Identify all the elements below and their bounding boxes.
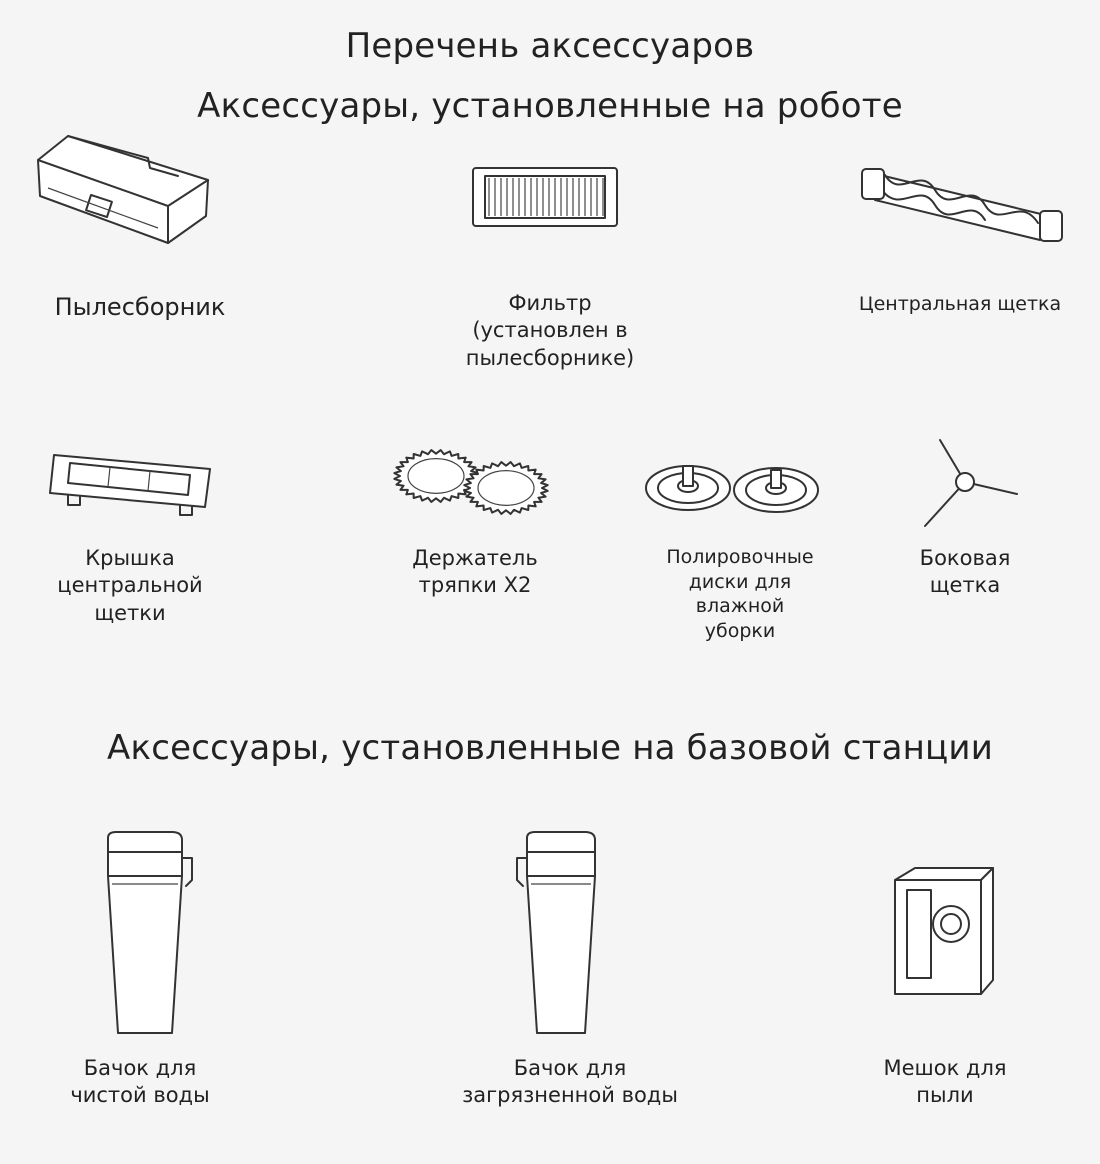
dustbin-item [28, 128, 218, 268]
clean-water-tank-icon [90, 828, 210, 1038]
mop-pads-icon [640, 450, 825, 520]
robot-section-title: Аксессуары, установленные на роботе [197, 86, 903, 126]
side-brush-label: Боковая щетка [919, 546, 1011, 598]
brush-cover-item [40, 445, 215, 525]
side-brush-icon [905, 432, 1025, 532]
brush-cover-label: Крышка центральной щетки [57, 546, 203, 625]
mop-holder-item [388, 442, 563, 522]
main-brush-label: Центральная щетка [858, 293, 1062, 315]
filter-label: Фильтр (установлен в пылесборнике) [465, 291, 635, 370]
main-brush-item [860, 145, 1070, 265]
dustbin-icon [28, 128, 218, 268]
mop-pads-label: Полировочные диски для влажной уборки [666, 546, 814, 643]
mop-pads-item [640, 450, 825, 520]
dirty-water-tank-label: Бачок для загрязненной воды [462, 1056, 678, 1108]
dirty-water-tank-icon [505, 828, 615, 1038]
filter-icon [465, 160, 625, 235]
clean-water-tank-label: Бачок для чистой воды [70, 1056, 210, 1108]
dust-bag-label: Мешок для пыли [883, 1056, 1007, 1108]
brush-cover-icon [40, 445, 215, 525]
dust-bag-item [885, 860, 1005, 1000]
filter-item [465, 160, 625, 235]
dust-bag-icon [885, 860, 1005, 1000]
dirty-water-tank-item [505, 828, 615, 1038]
clean-water-tank-item [90, 828, 210, 1038]
main-brush-icon [860, 145, 1070, 265]
side-brush-item [905, 432, 1025, 532]
page-title: Перечень аксессуаров [345, 26, 755, 66]
station-section-title: Аксессуары, установленные на базовой станции [107, 728, 993, 768]
mop-holder-label: Держатель тряпки X2 [412, 546, 538, 598]
dustbin-label: Пылесборник [54, 293, 226, 321]
mop-holder-icon [388, 442, 563, 522]
